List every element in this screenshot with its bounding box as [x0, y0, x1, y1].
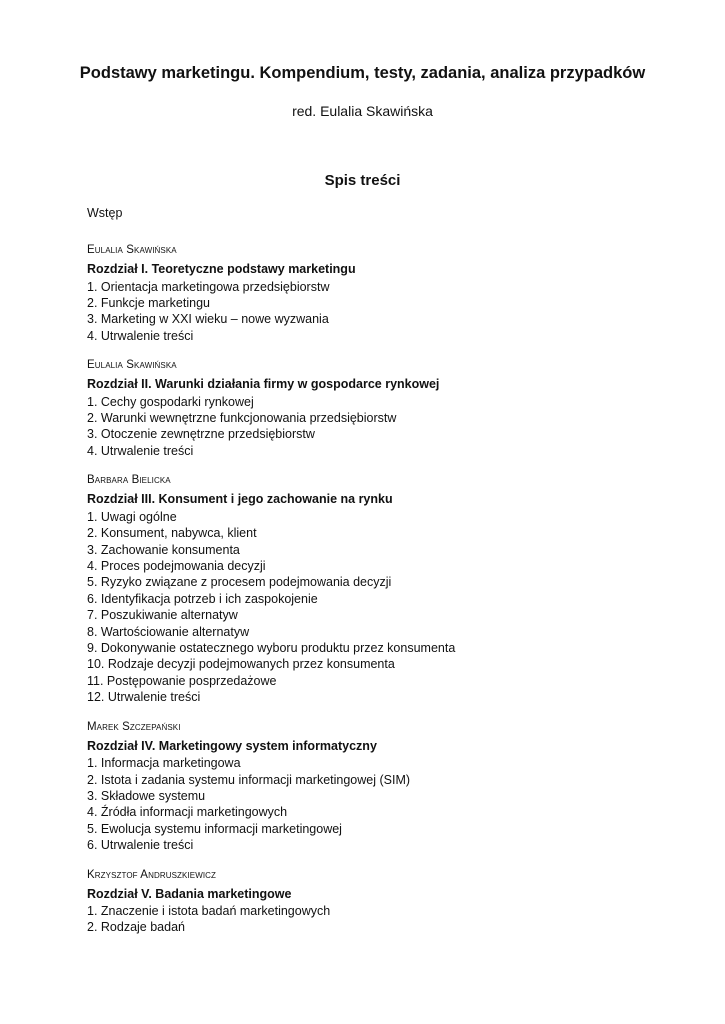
toc-entry: 3. Otoczenie zewnętrzne przedsiębiorstw	[87, 427, 315, 442]
toc-entry: 4. Źródła informacji marketingowych	[87, 805, 288, 820]
chapter-title: Rozdział III. Konsument i jego zachowanie na rynku	[87, 492, 393, 507]
toc-entry: 6. Identyfikacja potrzeb i ich zaspokojenie	[87, 591, 318, 606]
toc-entry: 7. Poszukiwanie alternatyw	[87, 608, 238, 623]
chapter-title: Rozdział II. Warunki działania firmy w gospodarce rynkowej	[87, 377, 440, 392]
toc-chapter	[87, 357, 687, 459]
toc-chapter	[87, 472, 687, 705]
toc-entry: 2. Rodzaje badań	[87, 920, 185, 935]
toc-chapter	[87, 867, 687, 936]
toc-entry: 11. Postępowanie posprzedażowe	[87, 673, 277, 688]
chapter-title: Rozdział IV. Marketingowy system informatyczny	[87, 738, 377, 753]
toc-chapter	[87, 242, 687, 344]
toc-entry: 5. Ryzyko związane z procesem podejmowania decyzji	[87, 575, 392, 590]
chapter-author: Krzysztof Andruszkiewicz	[87, 868, 217, 881]
toc-entry: 2. Warunki wewnętrzne funkcjonowania przedsiębiorstw	[87, 411, 397, 426]
chapter-author: Eulalia Skawińska	[87, 244, 177, 256]
chapter-list	[87, 242, 687, 936]
toc-entry: 10. Rodzaje decyzji podejmowanych przez konsumenta	[87, 657, 395, 672]
chapter-title: Rozdział V. Badania marketingowe	[87, 886, 292, 901]
toc-entry: 8. Wartościowanie alternatyw	[87, 624, 250, 639]
toc-entry: 12. Utrwalenie treści	[87, 690, 201, 705]
chapter-author: Eulalia Skawińska	[87, 359, 177, 372]
toc-entry: 2. Konsument, nabywca, klient	[87, 526, 257, 541]
toc-entry: 1. Orientacja marketingowa przedsiębiorstw	[87, 279, 330, 294]
chapter-author: Marek Szczepański	[87, 720, 181, 733]
toc-entry: 6. Utrwalenie treści	[87, 838, 194, 853]
toc-entry: 1. Informacja marketingowa	[87, 756, 241, 771]
table-of-contents	[87, 205, 687, 949]
toc-entry: 2. Istota i zadania systemu informacji marketingowej (SIM)	[87, 772, 411, 787]
toc-chapter	[87, 719, 687, 854]
chapter-author: Barbara Bielicka	[87, 474, 171, 487]
toc-entry: 5. Ewolucja systemu informacji marketingowej	[87, 821, 342, 836]
toc-entry: 9. Dokonywanie ostatecznego wyboru produktu przez konsumenta	[87, 641, 456, 655]
toc-entry: 1. Cechy gospodarki rynkowej	[87, 394, 254, 409]
toc-entry: 3. Składowe systemu	[87, 788, 206, 803]
toc-heading: Spis treści	[324, 172, 401, 189]
toc-entry: 2. Funkcje marketingu	[87, 295, 210, 310]
toc-intro: Wstęp	[87, 206, 123, 220]
toc-entry: 4. Utrwalenie treści	[87, 443, 194, 458]
toc-entry: 1. Uwagi ogólne	[87, 509, 177, 524]
document-title: Podstawy marketingu. Kompendium, testy, zadania, analiza przypadków	[79, 64, 646, 82]
toc-entry: 4. Proces podejmowania decyzji	[87, 558, 266, 573]
document-editor: red. Eulalia Skawińska	[292, 103, 433, 119]
toc-entry: 1. Znaczenie i istota badań marketingowych	[87, 904, 331, 919]
toc-entry: 3. Marketing w XXI wieku – nowe wyzwania	[87, 312, 329, 327]
chapter-title: Rozdział I. Teoretyczne podstawy marketingu	[87, 262, 356, 276]
toc-entry: 3. Zachowanie konsumenta	[87, 542, 240, 557]
toc-entry: 4. Utrwalenie treści	[87, 328, 194, 343]
